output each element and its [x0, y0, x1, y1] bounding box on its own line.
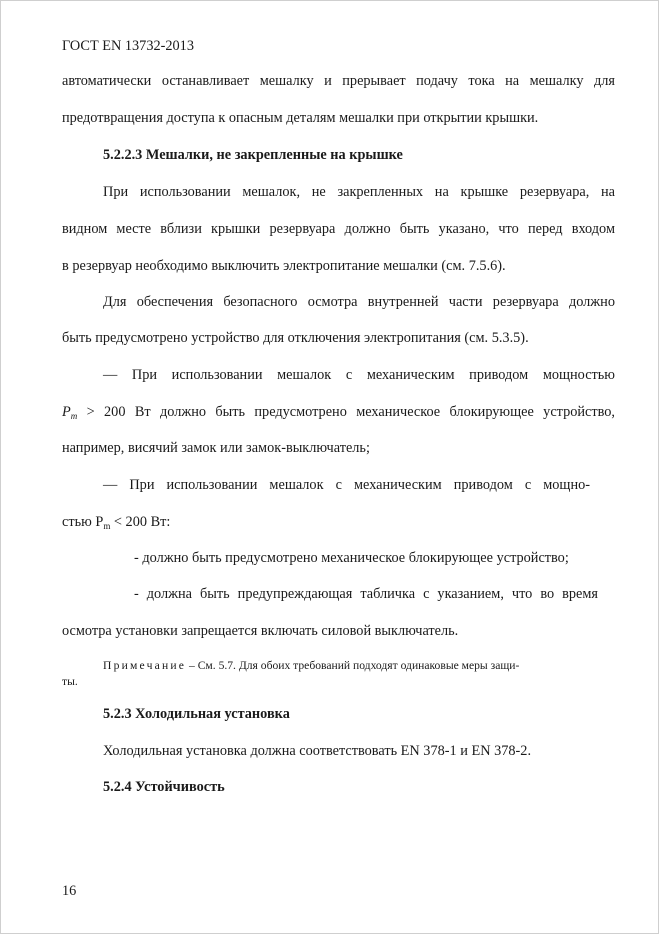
note-line: ты.: [62, 675, 78, 688]
section-heading-5-2-4: 5.2.4 Устойчивость: [103, 779, 225, 795]
page-number: 16: [62, 883, 77, 899]
section-heading-5-2-3: 5.2.3 Холодильная установка: [103, 706, 290, 722]
text-line: предотвращения доступа к опасным деталям мешалки при открытии крышки.: [62, 110, 539, 126]
sub-item-line: осмотра установки запрещается включать силовой выключатель.: [62, 623, 459, 639]
list-item-line: например, висячий замок или замок-выключатель;: [62, 440, 370, 456]
text-line: быть предусмотрено устройство для отключения электропитания (см. 5.3.5).: [62, 330, 529, 346]
list-item-line: $P_m > 200$ Вт должно быть предусмотрено механическое блокирующее устройство,: [62, 404, 616, 421]
section-heading-5-2-2-3: 5.2.2.3 Мешалки, не закрепленные на крышке: [103, 147, 403, 163]
text-line: видном месте вблизи крышки резервуара должно быть указано, что перед входом: [62, 221, 615, 237]
list-item-line: — При использовании мешалок с механическим приводом мощностью: [103, 367, 615, 383]
list-item-line: — При использовании мешалок с механическим приводом с мощно-: [103, 477, 590, 493]
text-line: автоматически останавливает мешалку и прерывает подачу тока на мешалку для: [62, 73, 615, 89]
text-line: в резервуар необходимо выключить электропитание мешалки (см. 7.5.6).: [62, 258, 506, 274]
text-line: При использовании мешалок, не закрепленных на крышке резервуара, на: [103, 184, 615, 200]
sub-item-line: - должна быть предупреждающая табличка с указанием, что во время: [134, 586, 598, 602]
note-label: Примечание: [103, 659, 187, 672]
text-line: Холодильная установка должна соответствовать EN 378-1 и EN 378-2.: [103, 743, 532, 759]
text-line: Для обеспечения безопасного осмотра внутренней части резервуара должно: [103, 294, 615, 310]
list-item-line: стью $P_m < 200$ Вт:: [62, 514, 171, 531]
note-line: Примечание – См. 5.7. Для обоих требований подходят одинаковые меры защи-: [103, 659, 520, 672]
sub-item-line: - должно быть предусмотрено механическое блокирующее устройство;: [134, 550, 569, 566]
document-code: ГОСТ EN 13732-2013: [62, 38, 194, 54]
